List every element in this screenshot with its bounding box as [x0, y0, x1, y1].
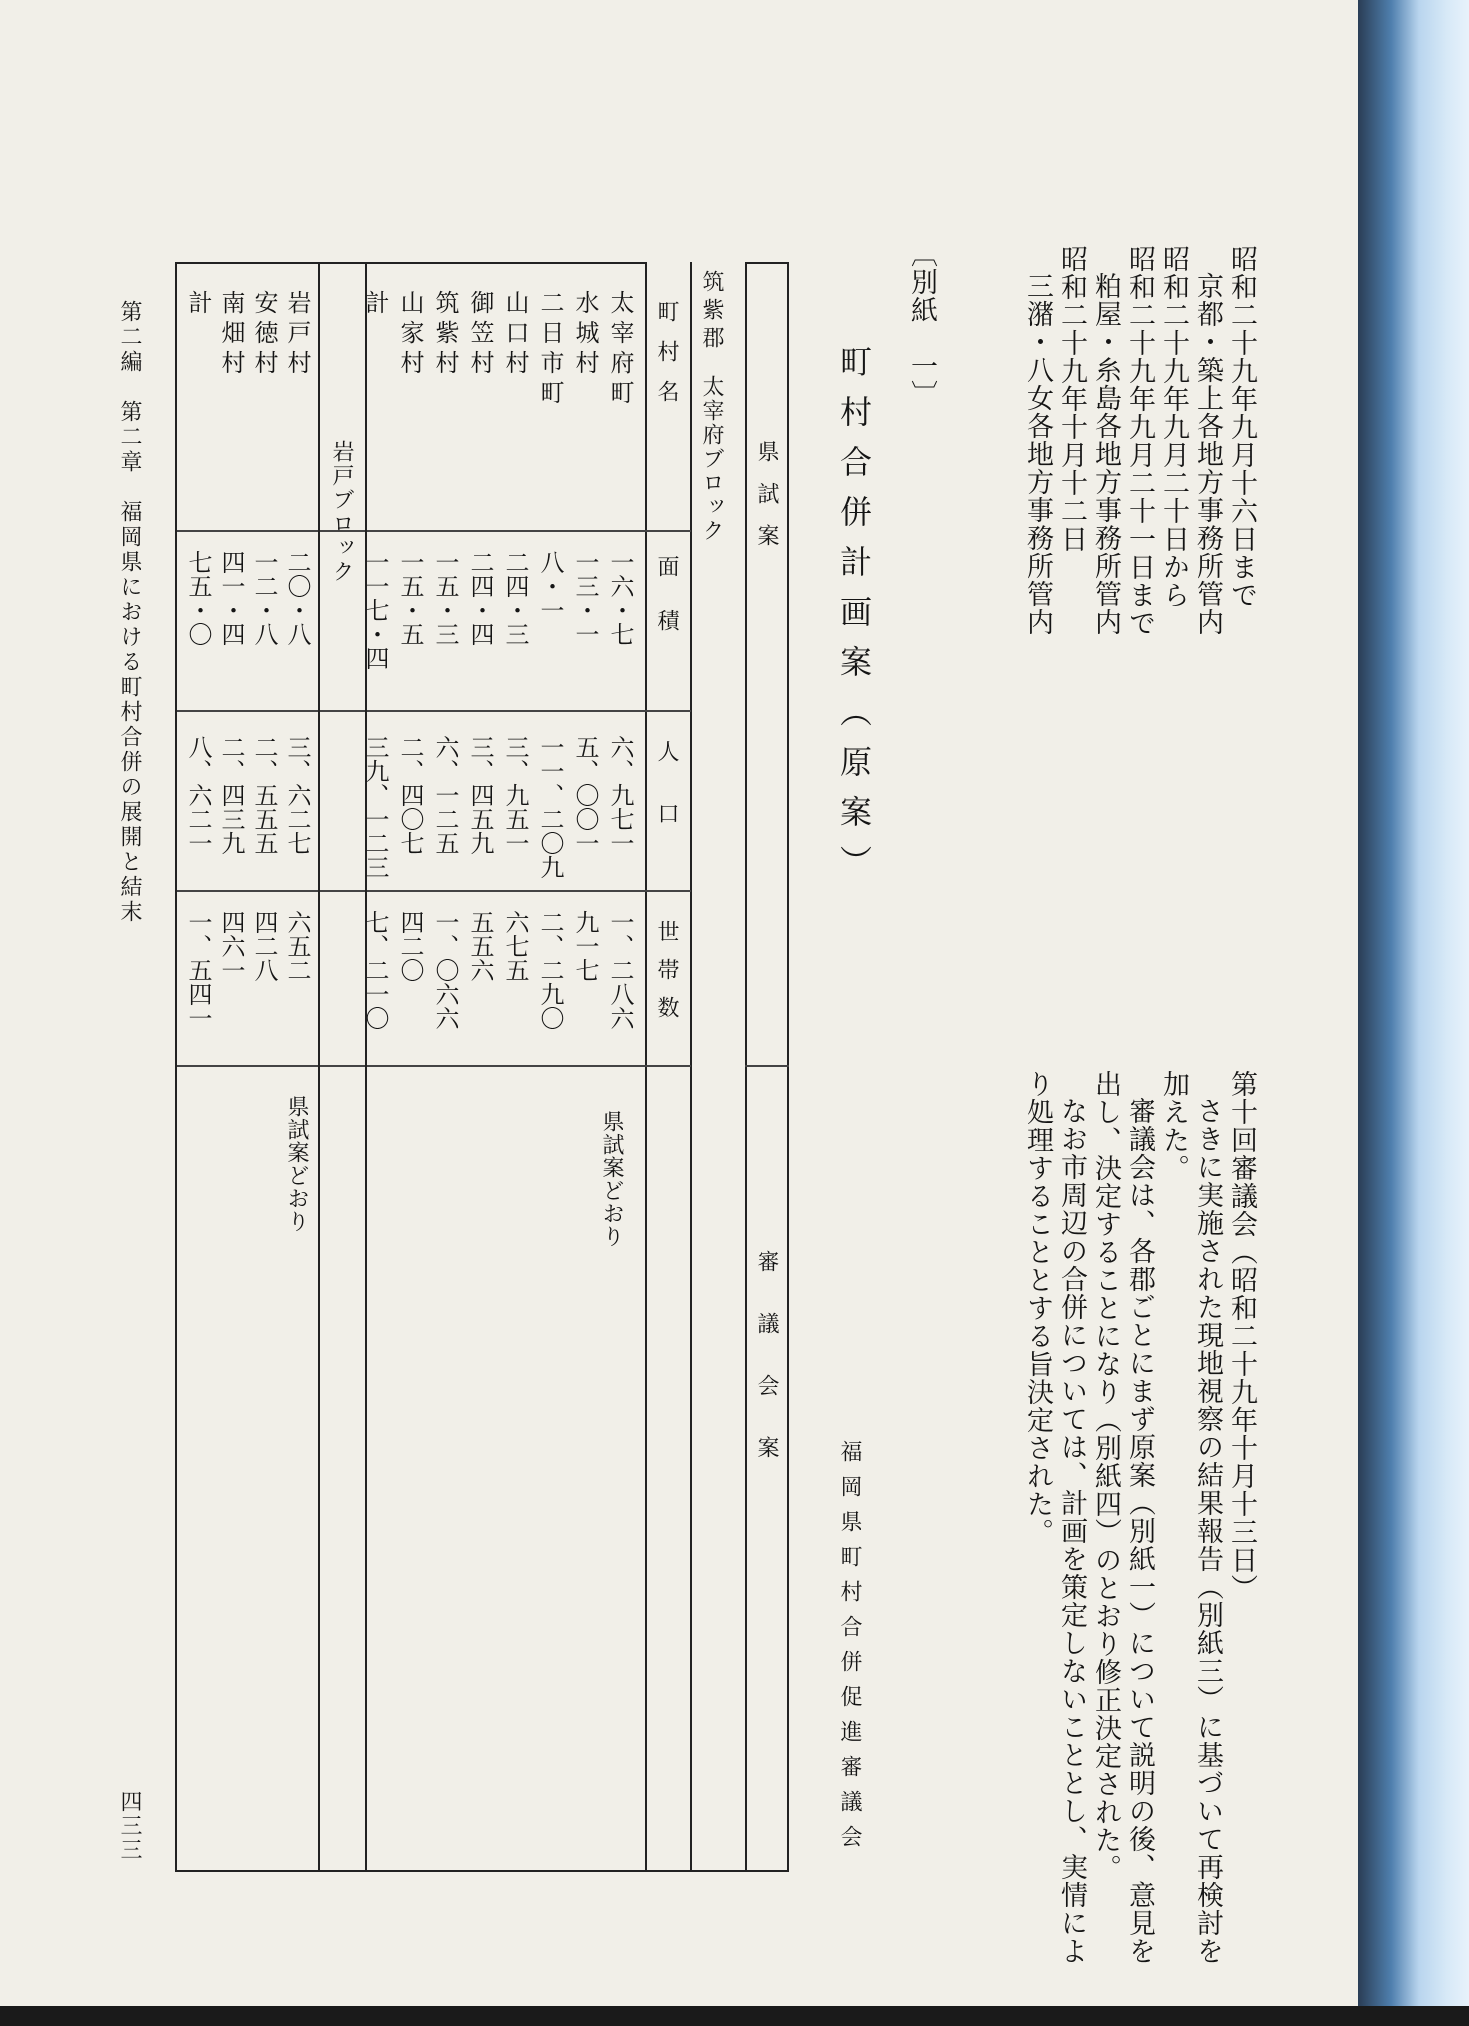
- cell-house: 六七五: [501, 910, 529, 982]
- cell-name: 南畑村: [217, 290, 245, 380]
- cell-name: 御笠村: [466, 290, 494, 380]
- cell-area: 一二・八: [250, 550, 278, 646]
- block-name: 太宰府ブロック: [699, 375, 724, 543]
- text-line: 昭和二十九年十月十二日: [1056, 245, 1087, 553]
- cell-pop: 六、一二五: [431, 735, 459, 855]
- cell-name: 山口村: [501, 290, 529, 380]
- table-line: [175, 890, 645, 892]
- cell-name: 筑紫村: [431, 290, 459, 380]
- block-divider: [365, 262, 367, 1872]
- text-line: なお市周辺の合併については、計画を策定しないこととし、実情によ: [1056, 1097, 1087, 1965]
- header-split: [745, 1065, 789, 1067]
- cell-pop: 五、〇〇一: [571, 735, 599, 855]
- table-top-border: [175, 262, 645, 264]
- table-line: [690, 262, 692, 1872]
- cell-pop: 二、四〇七: [396, 735, 424, 855]
- cell-area: 一六・七: [606, 550, 634, 646]
- cell-name: 二日市町: [536, 290, 564, 410]
- cell-house: 四二〇: [396, 910, 424, 982]
- attachment-label: 〔別紙 一〕: [906, 240, 937, 408]
- cell-name: 計: [184, 290, 212, 320]
- text-line: 粕屋・糸島各地方事務所管内: [1090, 272, 1121, 636]
- cell-house: 一、〇六六: [431, 910, 459, 1030]
- page-title: 町村合併計画案（原案）: [835, 345, 873, 895]
- header-ken: 県試案: [754, 440, 779, 566]
- table-line: [645, 710, 691, 712]
- cell-house: 七、二一〇: [361, 910, 389, 1030]
- table-top-border: [745, 262, 789, 264]
- header-shingi: 審議会案: [754, 1250, 779, 1498]
- cell-area: 一五・三: [431, 550, 459, 646]
- block1-note: 県試案どおり: [599, 1110, 624, 1248]
- cell-area: 七五・〇: [184, 550, 212, 646]
- table-right-border: [787, 262, 789, 1872]
- cell-area: 二四・三: [501, 550, 529, 646]
- cell-pop: 三、六二七: [283, 735, 311, 855]
- text-line: 三潴・八女各地方事務所管内: [1022, 272, 1053, 636]
- table-line: [645, 262, 647, 1872]
- text-line: り処理することとする旨決定された。: [1022, 1070, 1053, 1546]
- text-line: 昭和二十九年九月十六日まで: [1226, 245, 1257, 609]
- block2-name: 岩戸ブロック: [329, 440, 354, 584]
- table-line: [175, 530, 645, 532]
- district-name: 筑紫郡: [699, 270, 724, 354]
- cell-area: 一三・一: [571, 550, 599, 646]
- block2-note: 県試案どおり: [284, 1095, 309, 1233]
- table-line: [645, 530, 691, 532]
- scan-bottom-edge: [0, 2006, 1469, 2026]
- cell-pop: 三九、一二三: [361, 735, 389, 879]
- col-header-name: 町村名: [654, 300, 679, 420]
- cell-house: 一、二八六: [606, 910, 634, 1030]
- cell-pop: 三、九五一: [501, 735, 529, 855]
- text-line: 京都・築上各地方事務所管内: [1192, 272, 1223, 636]
- cell-area: 一五・五: [396, 550, 424, 646]
- cell-pop: 三、四五九: [466, 735, 494, 855]
- cell-pop: 一一、二〇九: [536, 735, 564, 879]
- cell-house: 二、二九〇: [536, 910, 564, 1030]
- table-line: [645, 1065, 691, 1067]
- cell-house: 四二八: [250, 910, 278, 982]
- cell-house: 六五二: [283, 910, 311, 982]
- cell-pop: 二、五五五: [250, 735, 278, 855]
- text-line: 第十回審議会（昭和二十九年十月十三日）: [1226, 1070, 1257, 1602]
- cell-area: 二〇・八: [283, 550, 311, 646]
- col-header-pop: 人口: [654, 740, 679, 864]
- block-divider: [318, 262, 320, 1872]
- cell-area: 四一・四: [217, 550, 245, 646]
- table-header-divider: [745, 262, 747, 1872]
- table-left-border: [175, 262, 177, 1872]
- text-line: 昭和二十九年九月二十日から: [1158, 245, 1189, 609]
- cell-house: 九一七: [571, 910, 599, 982]
- cell-area: 一一七・四: [361, 550, 389, 670]
- cell-name: 水城村: [571, 290, 599, 380]
- cell-name: 岩戸村: [283, 290, 311, 380]
- cell-name: 安徳村: [250, 290, 278, 380]
- cell-area: 二四・四: [466, 550, 494, 646]
- chapter-footer: 第二編 第二章 福岡県における町村合併の展開と結末: [117, 300, 142, 925]
- council-name: 福岡県町村合併促進審議会: [837, 1440, 862, 1860]
- cell-name: 山家村: [396, 290, 424, 380]
- cell-house: 一、五四一: [184, 910, 212, 1030]
- table-line: [175, 710, 645, 712]
- table-line: [645, 890, 691, 892]
- cell-pop: 二、四三九: [217, 735, 245, 855]
- cell-house: 四六一: [217, 910, 245, 982]
- col-header-area: 面積: [654, 555, 679, 663]
- book-spine: [1358, 0, 1469, 2026]
- page-number: 四三三: [117, 1790, 142, 1862]
- table-line: [175, 1065, 645, 1067]
- cell-pop: 六、九七一: [606, 735, 634, 855]
- cell-pop: 八、六二一: [184, 735, 212, 855]
- text-line: 審議会は、各郡ごとにまず原案（別紙一）について説明の後、意見を: [1124, 1097, 1155, 1965]
- table-bottom-border: [175, 1870, 789, 1872]
- col-header-house: 世帯数: [654, 920, 679, 1034]
- cell-house: 五五六: [466, 910, 494, 982]
- cell-area: 八・一: [536, 550, 564, 622]
- text-line: 加えた。: [1158, 1070, 1189, 1182]
- cell-name: 計: [361, 290, 389, 320]
- text-line: 出し、決定することになり（別紙四）のとおり修正決定された。: [1090, 1070, 1121, 1882]
- text-line: 昭和二十九年九月二十一日まで: [1124, 245, 1155, 637]
- text-line: さきに実施された現地視察の結果報告（別紙三）に基づいて再検討を: [1192, 1097, 1223, 1965]
- cell-name: 太宰府町: [606, 290, 634, 410]
